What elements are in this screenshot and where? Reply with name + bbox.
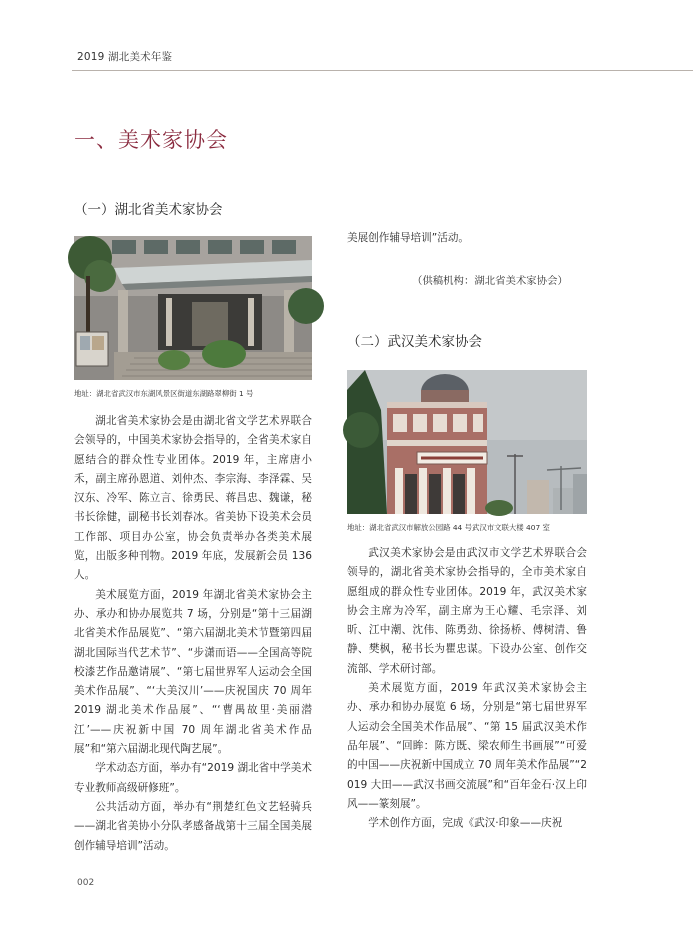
hubei-photo-caption: 地址：湖北省武汉市东湖风景区街道东湖路翠柳街 1 号 <box>74 389 254 398</box>
chapter-title: 一、美术家协会 <box>74 128 228 152</box>
paragraph: 美术展览方面，2019 年武汉美术家协会主办、承办和协办展览 6 场，分别是“第七届世界军人运动会全国美术作品展”、“第 15 届武汉美术作品年展”、“回眸：陈方既、梁农师生书画展”“可爱的中国——庆祝新中国成立 70 周年美术作品展”“2019 大田——武汉书画交流展”和“百年金石·汉上印风——篆刻展”。 <box>347 682 587 810</box>
wuhan-body-text <box>347 544 587 833</box>
paragraph: 美术展览方面，2019 年湖北省美术家协会主办、承办和协办展览共 7 场，分别是“第十三届湖北省美术作品展览”、“第六届湖北美术节暨第四届湖北国际当代艺术节”、“步潇而语——全国高等院校漆艺作品邀请展”、“第七届世界军人运动会全国美术作品展”、“‘大美汉川’——庆祝国庆 70 周年 2019 湖北美术作品展”、“‘曹禺故里·美丽潜江’——庆祝新中国 70 周年湖北省美术作品展”和“第六届湖北现代陶艺展”。 <box>74 588 312 756</box>
paragraph: 公共活动方面，举办有“荆楚红色文艺轻骑兵——湖北省美协小分队孝感备战第十三届全国美展创作辅导培训”活动。 <box>74 800 312 852</box>
wuhan-photo-caption: 地址：湖北省武汉市解放公园路 44 号武汉市文联大楼 407 室 <box>347 523 550 532</box>
section-title-wuhan: （二）武汉美术家协会 <box>347 334 482 350</box>
running-header: 2019 湖北美术年鉴 <box>77 51 173 63</box>
paragraph: 湖北省美术家协会是由湖北省文学艺术界联合会领导的，中国美术家协会指导的，全省美术家自愿结合的群众性专业团体。2019 年，主席唐小禾，副主席孙恩道、刘仲杰、李宗海、李泽霖、吴汉东、冷军、陈立言、徐勇民、蒋昌忠、魏谦，秘书长徐健，副秘书长刘春冰。省美协下设美术会员工作部、项目办公室，协会负责举办各类美术展览，出版多种刊物。2019 年底，发展新会员 136 人。 <box>74 415 312 582</box>
paragraph: 学术动态方面，举办有“2019 湖北省中学美术专业教师高级研修班”。 <box>74 762 312 794</box>
paragraph-continued: 美展创作辅导培训”活动。 <box>347 232 470 244</box>
hubei-association-building-photo <box>74 236 312 380</box>
header-rule <box>72 70 693 71</box>
section-title-hubei: （一）湖北省美术家协会 <box>74 202 223 218</box>
hubei-body-continued <box>347 229 587 249</box>
paragraph: 武汉美术家协会是由武汉市文学艺术界联合会领导的，湖北省美术家协会指导的，全市美术家自愿组成的群众性专业团体。2019 年，武汉美术家协会主席为冷军，副主席为王心耀、毛宗泽、刘昕、江中潮、沈伟、陈勇劲、徐扬桥、傅树清、鲁静、樊枫，秘书长为瞿忠谋。下设办公室、创作交流部、学术研讨部。 <box>347 547 587 675</box>
hubei-body-text <box>74 412 312 852</box>
paragraph: 学术创作方面，完成《武汉·印象——庆祝 <box>368 817 563 830</box>
supplier-note: （供稿机构：湖北省美术家协会） <box>412 275 568 287</box>
page-number: 002 <box>77 878 95 888</box>
wuhan-association-building-photo <box>347 370 587 514</box>
